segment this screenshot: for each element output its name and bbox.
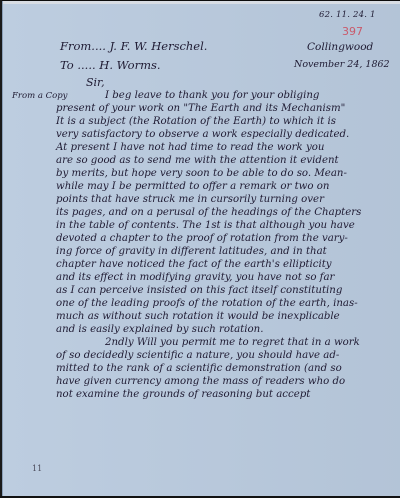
body-line: I beg leave to thank you for your obliging	[105, 90, 320, 101]
body-line: ing force of gravity in different latitudes, and in that	[56, 246, 327, 257]
scan-edge	[0, 0, 2, 498]
body-line: chapter have noticed the fact of the earth's ellipticity	[56, 259, 332, 270]
body-line: 2ndly Will you permit me to regret that in a work	[105, 337, 360, 348]
body-line: and its effect in modifying gravity, you have not so far	[56, 272, 335, 283]
margin-note: From a Copy	[12, 91, 68, 101]
body-line: It is a subject (the Rotation of the Earth) to which it is	[56, 116, 336, 127]
folio-number: 397	[342, 25, 363, 38]
body-line: mitted to the rank of a scientific demonstration (and so	[56, 363, 342, 374]
body-line: very satisfactory to observe a work especially dedicated.	[56, 129, 350, 140]
to-line: To ..... H. Worms.	[60, 58, 161, 72]
body-line: present of your work on "The Earth and its Mechanism"	[56, 103, 346, 114]
pencil-mark: 11	[32, 464, 43, 473]
body-line: of so decidedly scientific a nature, you should have ad-	[56, 350, 340, 361]
salutation: Sir,	[86, 76, 105, 89]
body-line: much as without such rotation it would be inexplicable	[56, 311, 340, 322]
body-line: not examine the grounds of reasoning but accept	[56, 389, 311, 400]
body-line: devoted a chapter to the proof of rotation from the vary-	[56, 233, 348, 244]
letter-date: November 24, 1862	[294, 59, 390, 70]
page-top-edge	[0, 1, 400, 4]
body-line: its pages, and on a perusal of the headings of the Chapters	[56, 207, 362, 218]
body-line: one of the leading proofs of the rotation of the earth, inas-	[56, 298, 358, 309]
body-line: in the table of contents. The 1st is that although you have	[56, 220, 355, 231]
place-name: Collingwood	[307, 41, 374, 53]
body-line: At present I have not had time to read the work you	[56, 142, 325, 153]
body-line: by merits, but hope very soon to be able to do so. Mean-	[56, 168, 347, 179]
from-line: From.... J. F. W. Herschel.	[60, 39, 208, 53]
body-line: are so good as to send me with the attention it evident	[56, 155, 339, 166]
archive-reference: 62. 11. 24. 1	[319, 10, 376, 20]
body-line: and is easily explained by such rotation.	[56, 324, 264, 335]
letter-page	[0, 1, 400, 498]
body-line: points that have struck me in cursorily turning over	[56, 194, 324, 205]
body-line: while may I be permitted to offer a remark or two on	[56, 181, 330, 192]
body-line: as I can perceive insisted on this fact itself constituting	[56, 285, 343, 296]
body-line: have given currency among the mass of readers who do	[56, 376, 346, 387]
